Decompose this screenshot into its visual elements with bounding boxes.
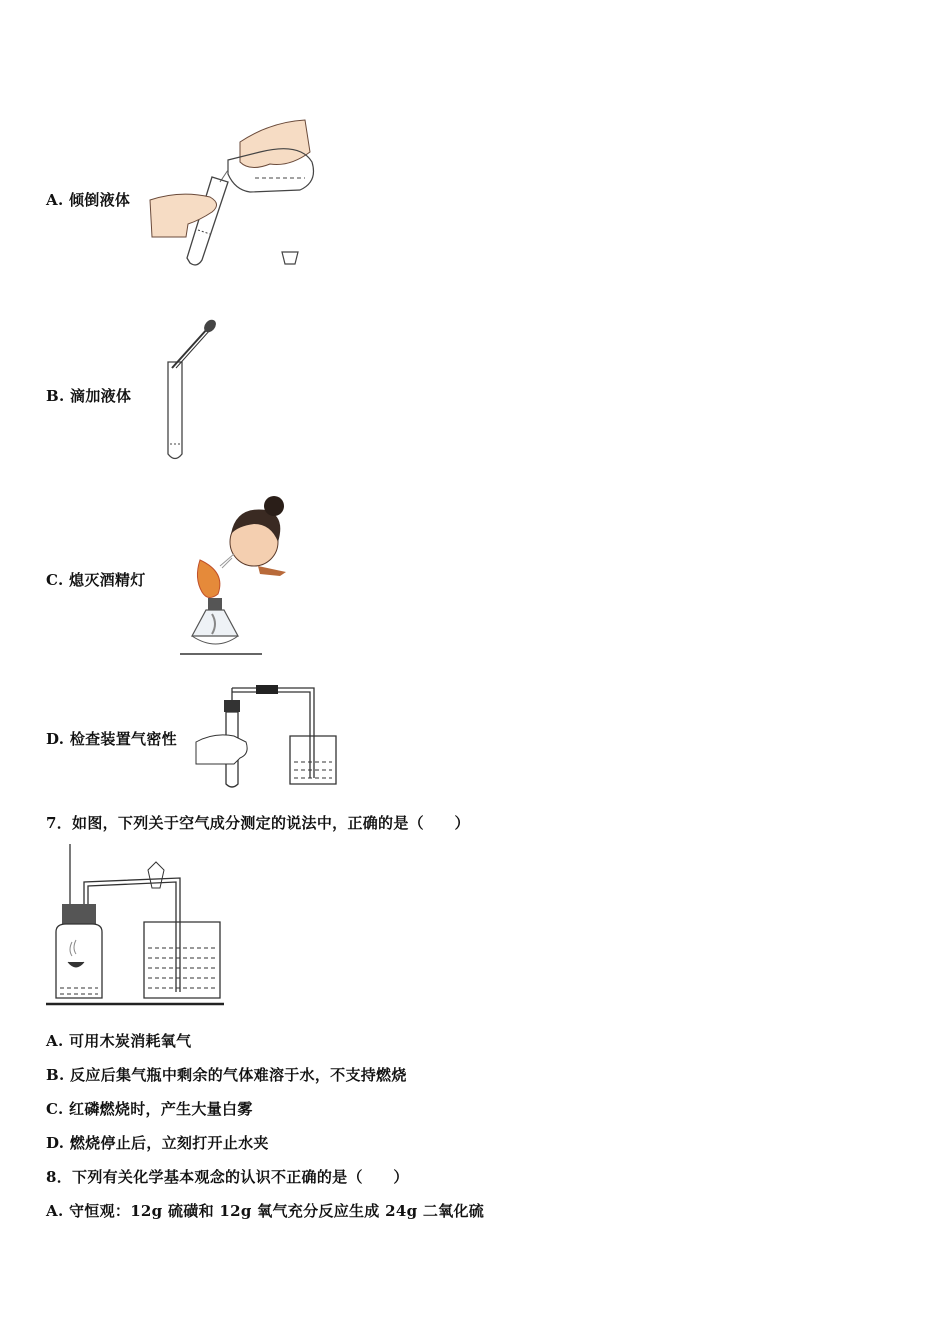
dropping-liquid-figure (160, 316, 230, 466)
option-text: 倾倒液体 (69, 191, 131, 209)
q7-option-d (46, 1132, 269, 1153)
option-text: 可用木炭消耗氧气 (69, 1032, 192, 1050)
q7-stem: 7．如图，下列关于空气成分测定的说法中，正确的是（ ） (46, 814, 470, 832)
option-letter: D. (46, 1134, 65, 1152)
q6-option-c (46, 569, 146, 590)
option-letter: C. (46, 571, 64, 589)
q6-option-a (46, 189, 130, 210)
q7-option-c (46, 1098, 253, 1119)
option-letter: C. (46, 1100, 64, 1118)
option-letter: A. (46, 1032, 64, 1050)
option-text: 燃烧停止后，立刻打开止水夹 (69, 1134, 269, 1152)
option-letter: D. (46, 730, 65, 748)
alcohol-lamp-figure (176, 494, 296, 660)
q6-option-d (46, 728, 177, 749)
q7-option-a (46, 1030, 191, 1051)
airtightness-figure (194, 682, 344, 790)
air-composition-apparatus-figure (44, 842, 234, 1010)
q6-option-b (46, 385, 131, 406)
q7-option-b (46, 1064, 407, 1085)
option-letter: B. (46, 1066, 65, 1084)
q8-stem: 8．下列有关化学基本观念的认识不正确的是（ ） (46, 1168, 409, 1186)
pouring-liquid-figure (140, 112, 320, 272)
option-text: 滴加液体 (70, 387, 132, 405)
option-text: 熄灭酒精灯 (69, 571, 146, 589)
option-text: 检查装置气密性 (69, 730, 177, 748)
q8-option-a (46, 1200, 484, 1221)
option-letter: B. (46, 387, 65, 405)
option-text: 守恒观：12g 硫磺和 12g 氧气充分反应生成 24g 二氧化硫 (69, 1202, 485, 1220)
option-text: 反应后集气瓶中剩余的气体难溶于水，不支持燃烧 (70, 1066, 407, 1084)
option-text: 红磷燃烧时，产生大量白雾 (69, 1100, 253, 1118)
option-letter: A. (46, 191, 64, 209)
option-letter: A. (46, 1202, 64, 1220)
